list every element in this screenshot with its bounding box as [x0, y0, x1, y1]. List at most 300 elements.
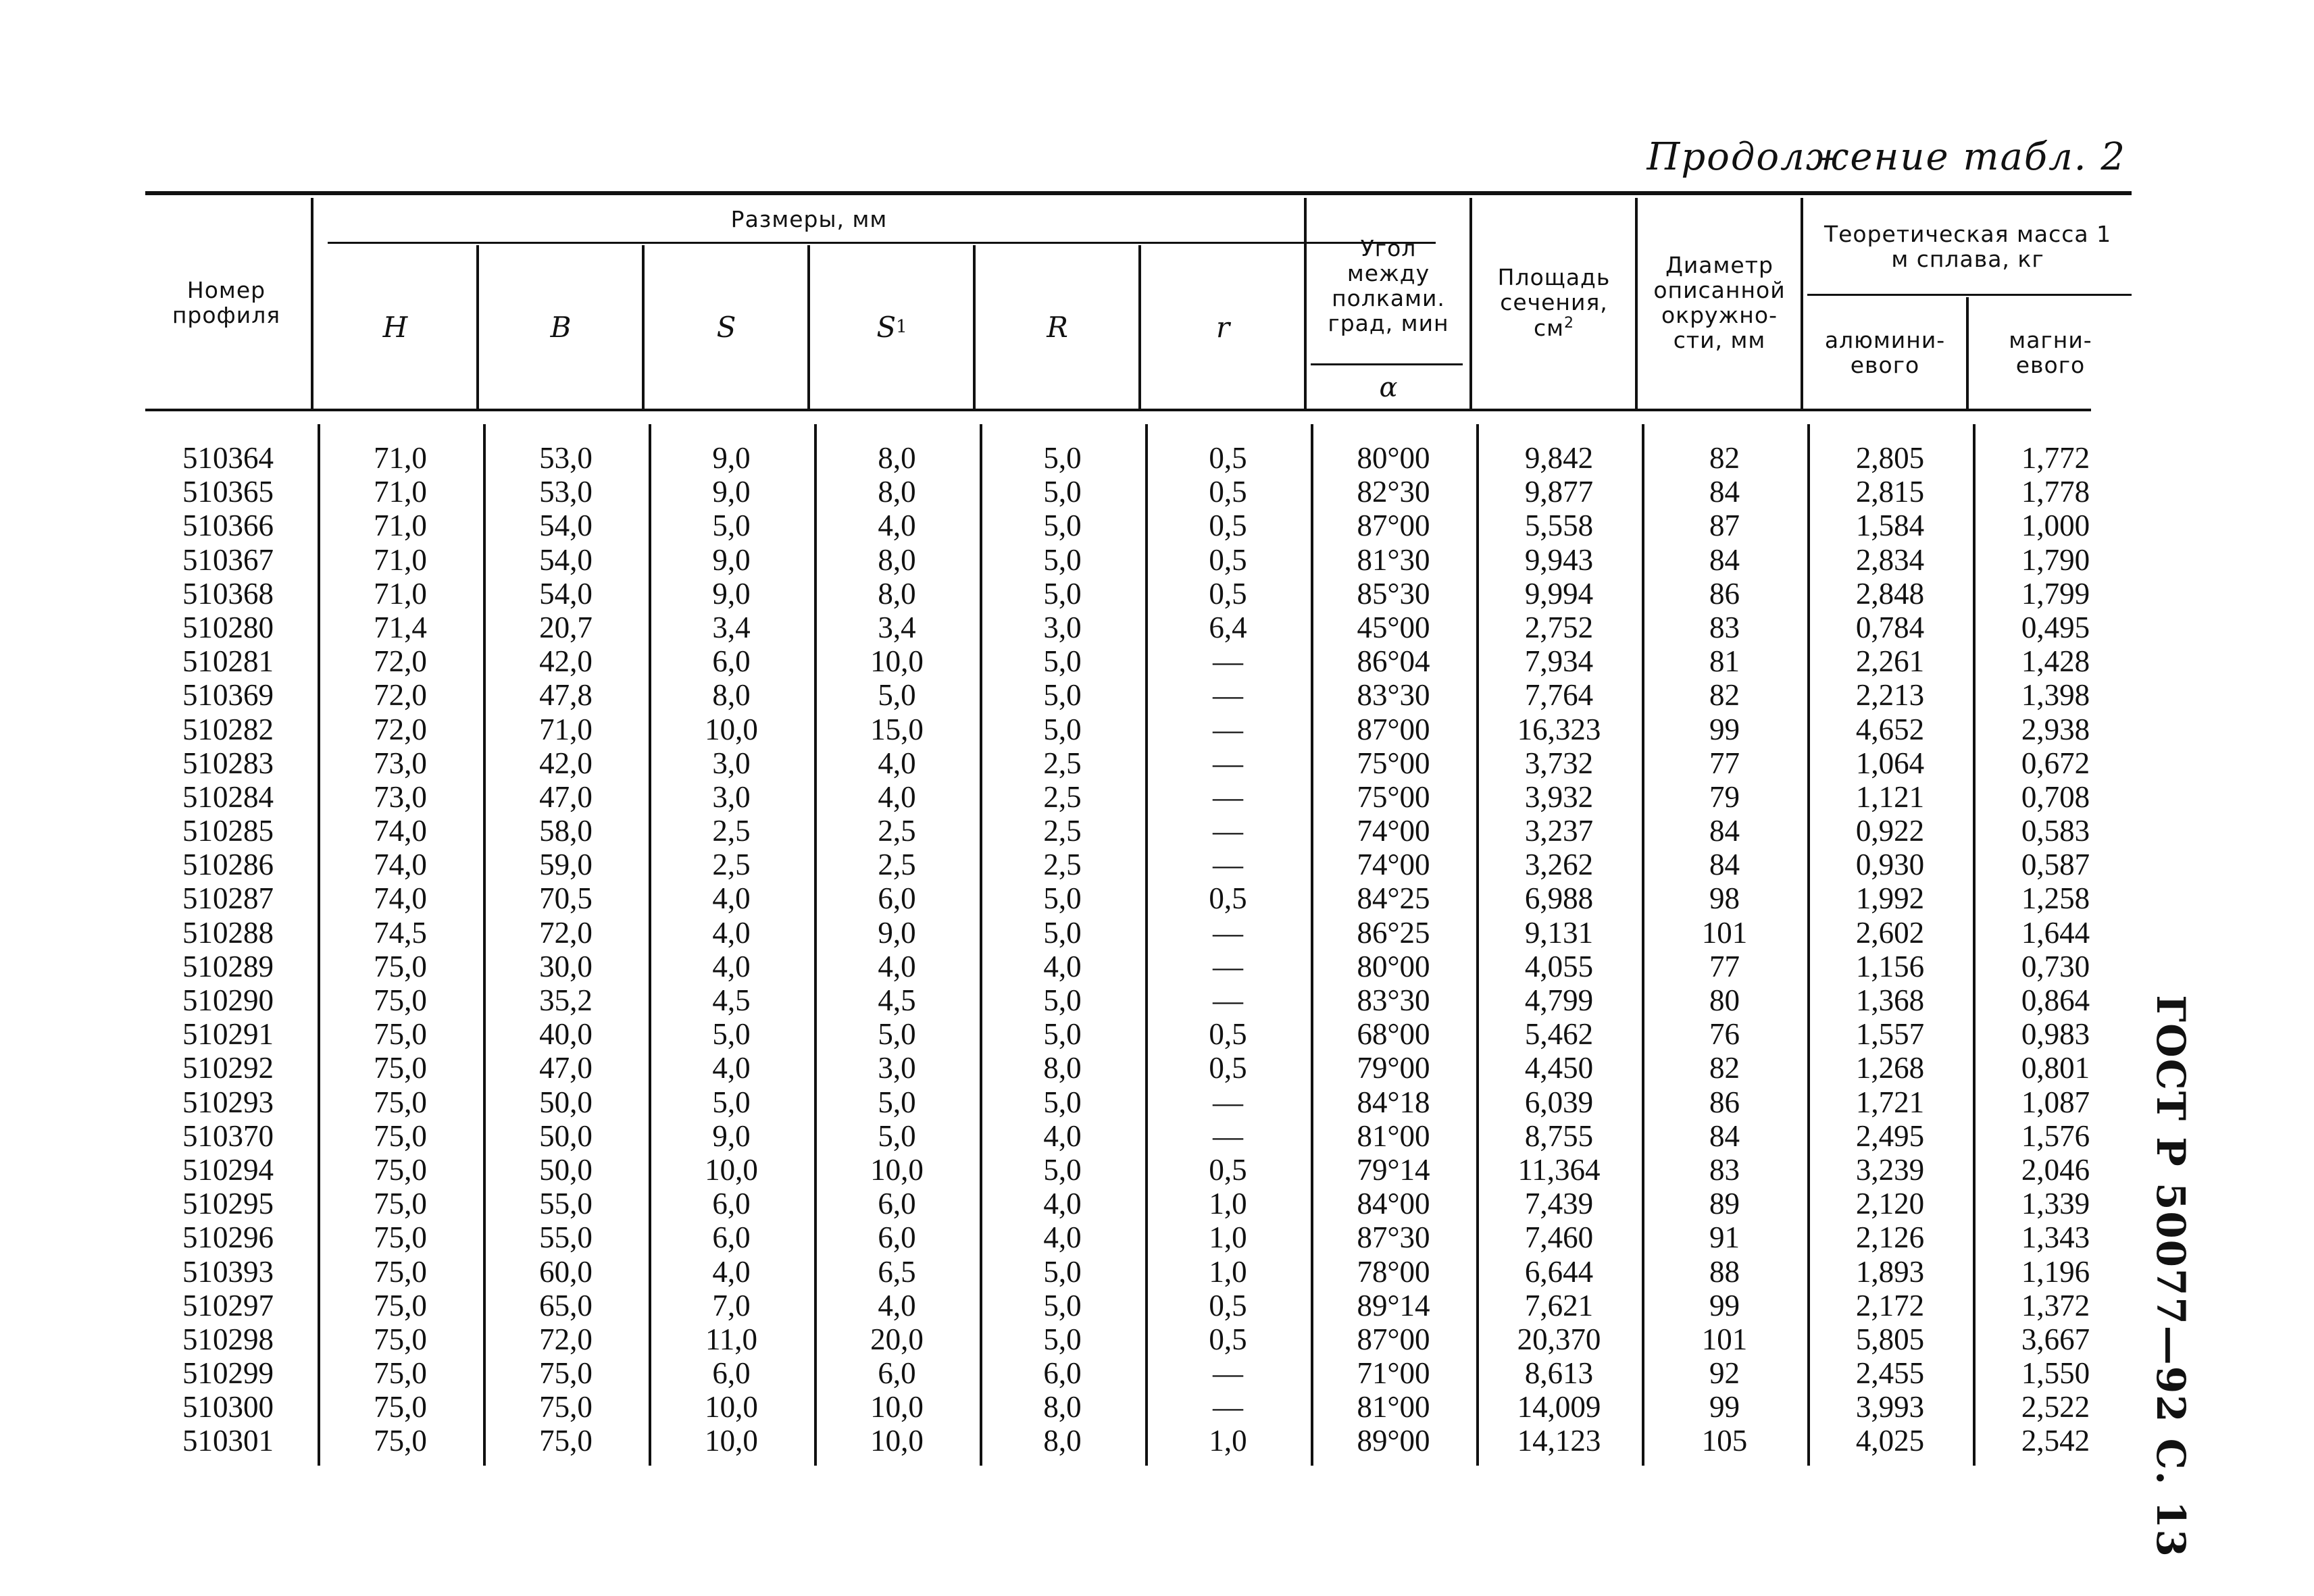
- header-area-text-wrap: [1490, 265, 1618, 341]
- magnesium-mass-value: 1,550: [2021, 1356, 2090, 1391]
- area-value: 11,364: [1517, 1152, 1601, 1187]
- header-magnesium: магни-евого: [2009, 327, 2092, 378]
- S1-value: 4,0: [878, 1288, 916, 1322]
- H-value: 75,0: [374, 949, 427, 983]
- profile-number: 510366: [182, 509, 274, 543]
- S1-value: 5,0: [878, 1017, 916, 1052]
- H-value: 75,0: [374, 1085, 427, 1119]
- R-value: 5,0: [1043, 1322, 1082, 1356]
- r-value: 0,5: [1209, 881, 1247, 916]
- profile-number: 510287: [182, 881, 274, 916]
- table-row: [145, 1085, 2145, 1119]
- magnesium-mass-value: 1,196: [2021, 1254, 2090, 1289]
- r-value: —: [1213, 678, 1243, 713]
- aluminium-mass-value: 2,848: [1855, 576, 1925, 611]
- S-value: 4,0: [712, 1051, 751, 1085]
- diameter-value: 98: [1709, 881, 1740, 916]
- aluminium-mass-value: 4,652: [1855, 712, 1925, 746]
- magnesium-mass-value: 0,730: [2021, 949, 2090, 983]
- H-value: 71,0: [374, 509, 427, 543]
- R-value: 6,0: [1043, 1356, 1082, 1391]
- B-value: 42,0: [539, 746, 593, 780]
- angle-value: 45°00: [1357, 610, 1430, 644]
- S-value: 8,0: [712, 678, 751, 713]
- B-value: 54,0: [539, 542, 593, 577]
- r-value: —: [1213, 814, 1243, 848]
- table-row: [145, 1390, 2145, 1424]
- area-value: 16,323: [1517, 712, 1601, 746]
- H-value: 75,0: [374, 1220, 427, 1255]
- profile-number: 510281: [182, 644, 274, 679]
- R-value: 5,0: [1043, 1254, 1082, 1289]
- r-value: 0,5: [1209, 509, 1247, 543]
- B-value: 71,0: [539, 712, 593, 746]
- area-value: 9,877: [1524, 475, 1594, 509]
- profile-number: 510369: [182, 678, 274, 713]
- B-value: 75,0: [539, 1356, 593, 1391]
- r-value: 1,0: [1209, 1187, 1247, 1221]
- area-value: 14,009: [1517, 1390, 1601, 1424]
- aluminium-mass-value: 1,584: [1855, 509, 1925, 543]
- S-value: 9,0: [712, 542, 751, 577]
- magnesium-mass-value: 1,772: [2021, 441, 2090, 475]
- aluminium-mass-value: 2,602: [1855, 915, 1925, 950]
- profile-number: 510290: [182, 983, 274, 1017]
- angle-value: 84°25: [1357, 881, 1430, 916]
- R-value: 4,0: [1043, 949, 1082, 983]
- header-line: [1138, 245, 1141, 409]
- table-body: [145, 441, 2145, 1458]
- r-value: —: [1213, 1118, 1243, 1153]
- S1-value: 5,0: [878, 1085, 916, 1119]
- header-line: [642, 245, 645, 409]
- angle-value: 80°00: [1357, 441, 1430, 475]
- B-value: 54,0: [539, 576, 593, 611]
- area-value: 9,994: [1524, 576, 1594, 611]
- table-row: [145, 1255, 2145, 1289]
- B-value: 58,0: [539, 814, 593, 848]
- H-value: 72,0: [374, 712, 427, 746]
- aluminium-mass-value: 5,805: [1855, 1322, 1925, 1356]
- profile-number: 510282: [182, 712, 274, 746]
- R-value: 2,5: [1043, 746, 1082, 780]
- angle-value: 87°30: [1357, 1220, 1430, 1255]
- H-value: 75,0: [374, 1424, 427, 1458]
- B-value: 42,0: [539, 644, 593, 679]
- magnesium-mass-value: 2,046: [2021, 1152, 2090, 1187]
- diameter-value: 77: [1709, 746, 1740, 780]
- header-angle-symbol: α: [1379, 372, 1398, 403]
- header-S1-subscript: 1: [896, 317, 907, 337]
- profile-number: 510289: [182, 949, 274, 983]
- profile-table: [145, 191, 2145, 1481]
- magnesium-mass-value: 0,801: [2021, 1051, 2090, 1085]
- area-value: 20,370: [1517, 1322, 1601, 1356]
- header-B: B: [550, 310, 572, 344]
- B-value: 50,0: [539, 1118, 593, 1153]
- angle-value: 68°00: [1357, 1017, 1430, 1052]
- diameter-value: 81: [1709, 644, 1740, 679]
- header-S: S: [716, 310, 736, 344]
- area-value: 6,039: [1524, 1085, 1594, 1119]
- S-value: 10,0: [705, 1424, 758, 1458]
- R-value: 5,0: [1043, 576, 1082, 611]
- magnesium-mass-value: 1,087: [2021, 1085, 2090, 1119]
- aluminium-mass-value: 2,120: [1855, 1187, 1925, 1221]
- angle-value: 79°00: [1357, 1051, 1430, 1085]
- profile-number: 510296: [182, 1220, 274, 1255]
- diameter-value: 84: [1709, 542, 1740, 577]
- diameter-value: 92: [1709, 1356, 1740, 1391]
- r-value: 0,5: [1209, 1288, 1247, 1322]
- diameter-value: 84: [1709, 1118, 1740, 1153]
- magnesium-mass-value: 0,983: [2021, 1017, 2090, 1052]
- magnesium-mass-value: 0,495: [2021, 610, 2090, 644]
- area-value: 3,732: [1524, 746, 1594, 780]
- area-value: 3,932: [1524, 779, 1594, 814]
- header-S1-base: S: [876, 310, 897, 344]
- R-value: 4,0: [1043, 1220, 1082, 1255]
- diameter-value: 83: [1709, 610, 1740, 644]
- aluminium-mass-value: 1,121: [1855, 779, 1925, 814]
- S-value: 9,0: [712, 441, 751, 475]
- S1-value: 4,0: [878, 779, 916, 814]
- S1-value: 10,0: [870, 644, 924, 679]
- H-value: 71,4: [374, 610, 427, 644]
- r-value: —: [1213, 1356, 1243, 1391]
- aluminium-mass-value: 4,025: [1855, 1424, 1925, 1458]
- S-value: 4,5: [712, 983, 751, 1017]
- angle-value: 89°00: [1357, 1424, 1430, 1458]
- S1-value: 6,0: [878, 881, 916, 916]
- S1-value: 6,0: [878, 1356, 916, 1391]
- table-row: [145, 916, 2145, 950]
- angle-value: 79°14: [1357, 1152, 1430, 1187]
- profile-number: 510299: [182, 1356, 274, 1391]
- S-value: 6,0: [712, 1187, 751, 1221]
- aluminium-mass-value: 2,213: [1855, 678, 1925, 713]
- r-value: 0,5: [1209, 441, 1247, 475]
- table-row: [145, 881, 2145, 915]
- area-value: 3,262: [1524, 848, 1594, 882]
- S-value: 6,0: [712, 1356, 751, 1391]
- profile-number: 510300: [182, 1390, 274, 1424]
- diameter-value: 99: [1709, 1288, 1740, 1322]
- magnesium-mass-value: 3,667: [2021, 1322, 2090, 1356]
- table-row: [145, 848, 2145, 881]
- angle-value: 83°30: [1357, 678, 1430, 713]
- B-value: 55,0: [539, 1220, 593, 1255]
- aluminium-mass-value: 2,261: [1855, 644, 1925, 679]
- area-value: 9,842: [1524, 441, 1594, 475]
- S-value: 10,0: [705, 1390, 758, 1424]
- magnesium-mass-value: 1,000: [2021, 509, 2090, 543]
- diameter-value: 99: [1709, 1390, 1740, 1424]
- diameter-value: 79: [1709, 779, 1740, 814]
- S-value: 4,0: [712, 881, 751, 916]
- S-value: 2,5: [712, 814, 751, 848]
- H-value: 74,0: [374, 814, 427, 848]
- table-row: [145, 1017, 2145, 1051]
- header-line: [1801, 198, 1803, 409]
- angle-symbol-rule: [1311, 363, 1463, 365]
- diameter-value: 99: [1709, 712, 1740, 746]
- R-value: 2,5: [1043, 848, 1082, 882]
- table-row: [145, 509, 2145, 542]
- area-value: 3,237: [1524, 814, 1594, 848]
- B-value: 54,0: [539, 509, 593, 543]
- S1-value: 10,0: [870, 1152, 924, 1187]
- profile-number: 510286: [182, 848, 274, 882]
- angle-value: 84°00: [1357, 1187, 1430, 1221]
- area-value: 8,613: [1524, 1356, 1594, 1391]
- area-value: 9,943: [1524, 542, 1594, 577]
- R-value: 8,0: [1043, 1390, 1082, 1424]
- area-value: 14,123: [1517, 1424, 1601, 1458]
- diameter-value: 101: [1701, 1322, 1748, 1356]
- r-value: 0,5: [1209, 1322, 1247, 1356]
- B-value: 59,0: [539, 848, 593, 882]
- B-value: 40,0: [539, 1017, 593, 1052]
- header-diameter: Диаметр описанной окружно-сти, мм: [1653, 252, 1786, 353]
- B-value: 72,0: [539, 1322, 593, 1356]
- aluminium-mass-value: 0,930: [1855, 848, 1925, 882]
- r-value: 0,5: [1209, 475, 1247, 509]
- S1-value: 5,0: [878, 1118, 916, 1153]
- table-row: [145, 475, 2145, 509]
- B-value: 55,0: [539, 1187, 593, 1221]
- aluminium-mass-value: 2,126: [1855, 1220, 1925, 1255]
- diameter-value: 82: [1709, 678, 1740, 713]
- S1-value: 15,0: [870, 712, 924, 746]
- diameter-value: 82: [1709, 1051, 1740, 1085]
- profile-number: 510288: [182, 915, 274, 950]
- S-value: 10,0: [705, 712, 758, 746]
- magnesium-mass-value: 1,644: [2021, 915, 2090, 950]
- S1-value: 10,0: [870, 1424, 924, 1458]
- angle-value: 75°00: [1357, 746, 1430, 780]
- magnesium-mass-value: 1,428: [2021, 644, 2090, 679]
- aluminium-mass-value: 0,784: [1855, 610, 1925, 644]
- H-value: 75,0: [374, 983, 427, 1017]
- area-value: 7,460: [1524, 1220, 1594, 1255]
- R-value: 5,0: [1043, 475, 1082, 509]
- R-value: 2,5: [1043, 779, 1082, 814]
- aluminium-mass-value: 2,805: [1855, 441, 1925, 475]
- header-S1: [811, 245, 973, 409]
- S-value: 4,0: [712, 1254, 751, 1289]
- R-value: 5,0: [1043, 644, 1082, 679]
- diameter-value: 91: [1709, 1220, 1740, 1255]
- H-value: 72,0: [374, 644, 427, 679]
- S-value: 4,0: [712, 949, 751, 983]
- S-value: 7,0: [712, 1288, 751, 1322]
- angle-value: 71°00: [1357, 1356, 1430, 1391]
- magnesium-mass-value: 1,790: [2021, 542, 2090, 577]
- profile-number: 510295: [182, 1187, 274, 1221]
- diameter-value: 87: [1709, 509, 1740, 543]
- S1-value: 3,0: [878, 1051, 916, 1085]
- header-profile-number: Номер профиля: [172, 277, 281, 328]
- angle-value: 86°25: [1357, 915, 1430, 950]
- area-value: 2,752: [1524, 610, 1594, 644]
- r-value: —: [1213, 712, 1243, 746]
- table-row: [145, 746, 2145, 780]
- R-value: 5,0: [1043, 678, 1082, 713]
- table-row: [145, 1322, 2145, 1356]
- area-value: 4,055: [1524, 949, 1594, 983]
- table-row: [145, 678, 2145, 712]
- S-value: 5,0: [712, 1085, 751, 1119]
- magnesium-mass-value: 1,576: [2021, 1118, 2090, 1153]
- S1-value: 4,0: [878, 949, 916, 983]
- H-value: 72,0: [374, 678, 427, 713]
- R-value: 5,0: [1043, 915, 1082, 950]
- H-value: 75,0: [374, 1152, 427, 1187]
- table-row: [145, 983, 2145, 1017]
- r-value: —: [1213, 1085, 1243, 1119]
- profile-number: 510367: [182, 542, 274, 577]
- angle-value: 85°30: [1357, 576, 1430, 611]
- S1-value: 8,0: [878, 542, 916, 577]
- profile-number: 510283: [182, 746, 274, 780]
- H-value: 71,0: [374, 441, 427, 475]
- S-value: 9,0: [712, 576, 751, 611]
- table-row: [145, 577, 2145, 611]
- aluminium-mass-value: 3,239: [1855, 1152, 1925, 1187]
- angle-value: 82°30: [1357, 475, 1430, 509]
- H-value: 75,0: [374, 1356, 427, 1391]
- aluminium-mass-value: 1,368: [1855, 983, 1925, 1017]
- r-value: —: [1213, 949, 1243, 983]
- diameter-value: 84: [1709, 814, 1740, 848]
- profile-number: 510368: [182, 576, 274, 611]
- table-row: [145, 713, 2145, 746]
- H-value: 73,0: [374, 746, 427, 780]
- area-value: 7,934: [1524, 644, 1594, 679]
- B-value: 35,2: [539, 983, 593, 1017]
- H-value: 73,0: [374, 779, 427, 814]
- r-value: —: [1213, 848, 1243, 882]
- R-value: 2,5: [1043, 814, 1082, 848]
- magnesium-mass-value: 0,587: [2021, 848, 2090, 882]
- diameter-value: 76: [1709, 1017, 1740, 1052]
- B-value: 30,0: [539, 949, 593, 983]
- diameter-value: 84: [1709, 848, 1740, 882]
- header-line: [1469, 198, 1472, 409]
- R-value: 5,0: [1043, 1017, 1082, 1052]
- header-bottom-rule: [145, 409, 2091, 411]
- diameter-value: 88: [1709, 1254, 1740, 1289]
- r-value: 1,0: [1209, 1254, 1247, 1289]
- profile-number: 510365: [182, 475, 274, 509]
- S1-value: 2,5: [878, 848, 916, 882]
- header-area: [1473, 198, 1635, 409]
- diameter-value: 89: [1709, 1187, 1740, 1221]
- H-value: 75,0: [374, 1187, 427, 1221]
- magnesium-mass-value: 1,799: [2021, 576, 2090, 611]
- r-value: 6,4: [1209, 610, 1247, 644]
- area-value: 8,755: [1524, 1118, 1594, 1153]
- R-value: 4,0: [1043, 1187, 1082, 1221]
- magnesium-mass-value: 0,708: [2021, 779, 2090, 814]
- diameter-value: 82: [1709, 441, 1740, 475]
- angle-value: 81°30: [1357, 542, 1430, 577]
- S-value: 9,0: [712, 475, 751, 509]
- area-value: 6,988: [1524, 881, 1594, 916]
- B-value: 47,0: [539, 779, 593, 814]
- r-value: —: [1213, 983, 1243, 1017]
- S-value: 3,0: [712, 779, 751, 814]
- mass-group-rule: [1807, 294, 2132, 296]
- r-value: —: [1213, 746, 1243, 780]
- header-area-text: Площадь сечения, см: [1497, 264, 1611, 341]
- B-value: 47,8: [539, 678, 593, 713]
- B-value: 47,0: [539, 1051, 593, 1085]
- S-value: 6,0: [712, 644, 751, 679]
- R-value: 5,0: [1043, 1085, 1082, 1119]
- diameter-value: 86: [1709, 576, 1740, 611]
- profile-number: 510292: [182, 1051, 274, 1085]
- magnesium-mass-value: 1,339: [2021, 1187, 2090, 1221]
- r-value: 0,5: [1209, 1017, 1247, 1052]
- angle-value: 74°00: [1357, 814, 1430, 848]
- S-value: 6,0: [712, 1220, 751, 1255]
- table-row: [145, 1187, 2145, 1220]
- magnesium-mass-value: 0,864: [2021, 983, 2090, 1017]
- magnesium-mass-value: 1,372: [2021, 1288, 2090, 1322]
- S1-value: 6,5: [878, 1254, 916, 1289]
- aluminium-mass-value: 2,834: [1855, 542, 1925, 577]
- aluminium-mass-value: 3,993: [1855, 1390, 1925, 1424]
- R-value: 8,0: [1043, 1424, 1082, 1458]
- H-value: 74,0: [374, 848, 427, 882]
- profile-number: 510293: [182, 1085, 274, 1119]
- aluminium-mass-value: 1,721: [1855, 1085, 1925, 1119]
- table-row: [145, 1153, 2145, 1187]
- table-row: [145, 1424, 2145, 1458]
- profile-number: 510298: [182, 1322, 274, 1356]
- angle-value: 74°00: [1357, 848, 1430, 882]
- table-top-rule: [145, 191, 2132, 195]
- aluminium-mass-value: 2,172: [1855, 1288, 1925, 1322]
- H-value: 75,0: [374, 1390, 427, 1424]
- R-value: 3,0: [1043, 610, 1082, 644]
- S-value: 4,0: [712, 915, 751, 950]
- R-value: 8,0: [1043, 1051, 1082, 1085]
- table-row: [145, 1051, 2145, 1085]
- profile-number: 510285: [182, 814, 274, 848]
- B-value: 50,0: [539, 1085, 593, 1119]
- magnesium-mass-value: 2,938: [2021, 712, 2090, 746]
- header-mass-group: Теоретическая масса 1 м сплава, кг: [1823, 220, 2112, 272]
- table-row: [145, 1220, 2145, 1254]
- S1-value: 5,0: [878, 678, 916, 713]
- header-line: [973, 245, 976, 409]
- aluminium-mass-value: 2,815: [1855, 475, 1925, 509]
- profile-number: 510301: [182, 1424, 274, 1458]
- H-value: 71,0: [374, 475, 427, 509]
- S1-value: 10,0: [870, 1390, 924, 1424]
- table-row: [145, 814, 2145, 848]
- r-value: 1,0: [1209, 1424, 1247, 1458]
- S1-value: 3,4: [878, 610, 916, 644]
- S1-value: 2,5: [878, 814, 916, 848]
- R-value: 5,0: [1043, 441, 1082, 475]
- S-value: 10,0: [705, 1152, 758, 1187]
- aluminium-mass-value: 0,922: [1855, 814, 1925, 848]
- header-line: [1966, 297, 1969, 409]
